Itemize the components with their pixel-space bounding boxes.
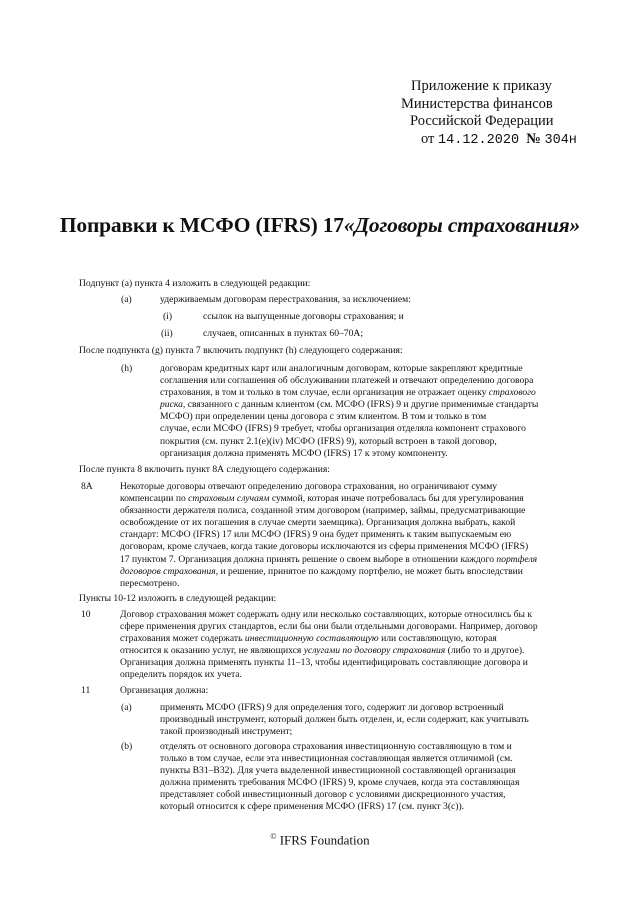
s4-11-label: 11 <box>81 685 91 696</box>
section-4-intro: Пункты 10-12 изложить в следующей редакции: <box>79 593 277 604</box>
s4-11-b-line: пункты В31–В32). Для учета выделенной инвестиционной составляющей организация <box>160 765 516 777</box>
s1-a-label: (a) <box>121 294 132 305</box>
s2-h-line: случае, если МСФО (IFRS) 9 требует, чтобы организация отделяла компонент страхового <box>160 423 526 435</box>
s4-11-b-paragraph <box>160 741 588 814</box>
s3-8a-line: Некоторые договоры отвечают определению договора страхования, но ограничивают сумму <box>120 481 498 492</box>
s4-10-line: сфере применения других стандартов, если бы они были отдельными договорами. Например, договор <box>120 621 538 633</box>
s4-11-b-line: представляет собой инвестиционный договор с условиями дискреционного участия, <box>160 789 506 801</box>
s4-11-b-line: отделять от основного договора страхования инвестиционную составляющую в том и <box>160 741 512 752</box>
number-prefix: № <box>526 130 541 147</box>
s3-8a-line: договоров страхования, и решение, принятое по каждому портфелю, не может быть впоследствии <box>120 565 523 577</box>
title-italic: «Договоры страхования» <box>343 213 581 237</box>
s3-8a-line: компенсации по страховым случаям суммой, которая иначе потребовалась бы для урегулирования <box>120 493 524 505</box>
s1-i-text: ссылок на выпущенные договоры страхования; и <box>203 311 404 322</box>
s2-h-line: организация должна применять МСФО (IFRS) 17 к этому компоненту. <box>160 447 448 459</box>
s3-8a-line: пересмотрено. <box>120 577 180 589</box>
s4-10-line: Организация должна применять пункты 11–13, чтобы идентифицировать составляющие договора и <box>120 657 528 669</box>
s3-8a-line: обязанности держателя полиса, созданной этим договором (например, займы, предусматривающие <box>120 505 526 517</box>
s2-h-line: МСФО) при определении цены договора с этим клиентом. В том и только в том <box>160 411 487 423</box>
s4-10-label: 10 <box>81 609 91 620</box>
s4-11-a-line: такой производный инструмент; <box>160 726 293 738</box>
s4-11-intro: Организация должна: <box>120 685 209 696</box>
page-title <box>0 213 640 238</box>
s2-h-line: договорам кредитных карт или аналогичным договорам, которые закрепляют кредитные <box>160 363 523 374</box>
s2-h-line: соглашения или соглашения об обслуживании платежей и отвечают определению договора <box>160 375 534 387</box>
copyright-symbol: © <box>270 832 277 841</box>
s3-8a-line: 17 пунктом 7. Организация должна принять решение о своем выборе в отношении каждого портфеля <box>120 553 538 565</box>
copyright-footer <box>0 832 640 848</box>
s2-h-line: страхования, в том и только в том случае, если организация не отражает оценку страхового <box>160 387 536 399</box>
order-date: 14.12.2020 <box>438 132 520 148</box>
title-main: Поправки к МСФО (IFRS) 17 <box>59 213 344 237</box>
s4-11-b-line: который относится к сфере применения МСФО (IFRS) 17 (см. пункт 3(c)). <box>160 801 465 813</box>
s4-11-a-line: применять МСФО (IFRS) 9 для определения того, содержит ли договор встроенный <box>160 702 504 713</box>
s2-h-label: (h) <box>121 363 133 374</box>
s3-8a-label: 8А <box>81 481 93 492</box>
s4-11-a-label: (a) <box>121 702 132 713</box>
s2-h-line: риска, связанного с данным клиентом (см. МСФО (IFRS) 9 и другие применимые стандарты <box>160 399 539 411</box>
s4-10-line: относится к оказанию услуг, не являющихся услугами по договору страхования (либо то и другое). <box>120 645 525 657</box>
s2-h-paragraph <box>160 363 588 460</box>
s3-8a-line: освобождение от их погашения в случае смерти заемщика). Организация должна выбрать, какой <box>120 517 516 529</box>
s1-ii-label: (ii) <box>161 328 173 339</box>
date-prefix: от <box>421 130 435 147</box>
order-number: 304н <box>544 132 577 148</box>
header-line-1: Приложение к приказу <box>411 78 552 94</box>
order-appendix-header <box>400 78 630 149</box>
s4-10-paragraph <box>120 609 588 682</box>
s4-10-line: Договор страхования может содержать одну или несколько составляющих, которые относились бы к <box>120 609 533 620</box>
section-1-intro: Подпункт (a) пункта 4 изложить в следующей редакции: <box>79 278 311 289</box>
s4-10-line: определить порядок их учета. <box>120 669 242 681</box>
s2-h-line: покрытия (см. пункт 2.1(e)(iv) МСФО (IFRS) 9), который встроен в такой договор, <box>160 435 497 447</box>
s1-a-text: удерживаемым договорам перестрахования, за исключением: <box>160 294 411 305</box>
s3-8a-line: стандарт: МСФО (IFRS) 17 или МСФО (IFRS) 9 она будет применять к таким выпускаемым ею <box>120 529 512 541</box>
s4-11-b-line: только в том случае, если эта инвестиционная составляющая является отличимой (см. <box>160 753 513 765</box>
s4-10-line: страхования может содержать инвестиционную составляющую или составляющую, которая <box>120 633 497 645</box>
copyright-text: IFRS Foundation <box>279 832 370 848</box>
s3-8a-paragraph <box>120 481 588 590</box>
s1-i-label: (i) <box>163 311 173 322</box>
section-2-intro: После подпункта (g) пункта 7 включить подпункт (h) следующего содержания: <box>79 345 403 356</box>
s4-11-b-line: должна применять требования МСФО (IFRS) 9, кроме случаев, когда эта составляющая <box>160 777 520 789</box>
section-3-intro: После пункта 8 включить пункт 8А следующего содержания: <box>79 464 330 475</box>
s4-11-a-line: производный инструмент, который должен быть отделен, и, если содержит, как учитывать <box>160 714 529 726</box>
s3-8a-line: договорам, кроме случаев, когда такие договоры исключаются из сферы применения МСФО (IFRS) <box>120 541 529 553</box>
header-line-2: Министерства финансов <box>401 95 553 112</box>
s4-11-b-label: (b) <box>121 741 133 752</box>
header-date-line <box>400 131 630 150</box>
s1-ii-text: случаев, описанных в пунктах 60–70А; <box>203 328 363 339</box>
s4-11-a-paragraph <box>160 702 588 738</box>
header-line-3: Российской Федерации <box>410 113 554 129</box>
